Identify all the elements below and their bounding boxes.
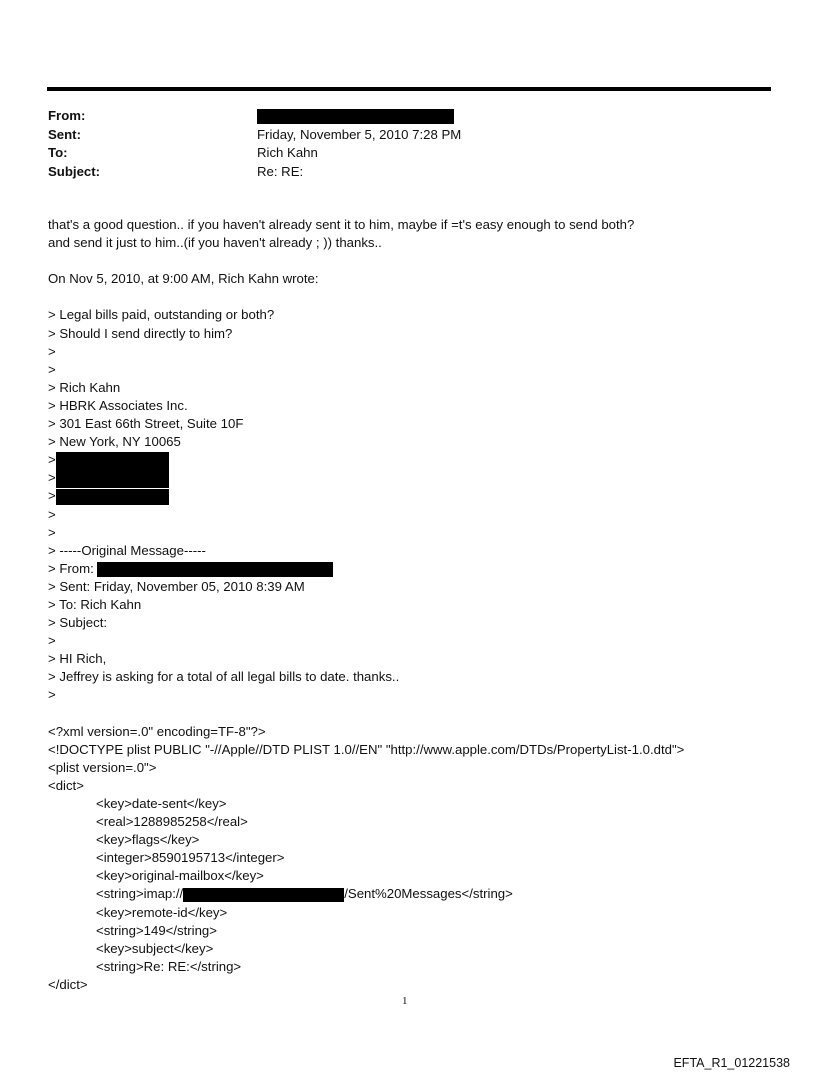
sent-value: Friday, November 5, 2010 7:28 PM [257, 126, 462, 142]
xml-line: <key>flags</key> [96, 832, 200, 848]
quoted-line: > [48, 633, 56, 649]
from-label: From: [48, 108, 86, 123]
quoted-line: > New York, NY 10065 [48, 434, 181, 450]
quoted-line: > [48, 506, 56, 522]
quoted-line: > [48, 524, 56, 540]
body-line: On Nov 5, 2010, at 9:00 AM, Rich Kahn wrote: [48, 271, 319, 287]
quoted-line: > [48, 687, 56, 703]
xml-redacted-line: <string>imap:// /Sent%20Messages</string> [96, 886, 513, 902]
quoted-line: > [48, 361, 56, 377]
xml-line: <key>remote-id</key> [96, 904, 228, 920]
xml-line: <plist version=.0"> [48, 759, 157, 775]
xml-line: <!DOCTYPE plist PUBLIC "-//Apple//DTD PLIST 1.0//EN" "http://www.apple.com/DTDs/PropertyList-1.0.dtd"> [48, 741, 685, 757]
bates-number: EFTA_R1_01221538 [673, 1056, 790, 1070]
email-body [48, 216, 788, 994]
quoted-line: > Rich Kahn [48, 379, 121, 395]
from-redaction [257, 107, 454, 126]
xml-line: <key>subject</key> [96, 940, 214, 956]
header-rule [47, 87, 771, 91]
quoted-line: > Subject: [48, 615, 108, 631]
quoted-line: > [48, 343, 56, 359]
quoted-line: > HBRK Associates Inc. [48, 397, 188, 413]
quoted-redacted-line: > [48, 451, 788, 469]
body-line: that's a good question.. if you haven't already sent it to him, maybe if =t's easy enough to send both? [48, 217, 635, 232]
subject-value: Re: RE: [257, 163, 304, 179]
xml-line: <key>date-sent</key> [96, 796, 227, 811]
quoted-line: > 301 East 66th Street, Suite 10F [48, 416, 244, 432]
subject-label: Subject: [48, 163, 101, 179]
xml-line: <?xml version=.0" encoding=TF-8"?> [48, 723, 266, 739]
quoted-line: > -----Original Message----- [48, 542, 206, 558]
quoted-line: > Jeffrey is asking for a total of all legal bills to date. thanks.. [48, 669, 400, 685]
quoted-line: > Sent: Friday, November 05, 2010 8:39 AM [48, 578, 305, 594]
quoted-line: > To: Rich Kahn [48, 596, 142, 612]
to-value: Rich Kahn [257, 145, 318, 160]
xml-line: <integer>8590195713</integer> [96, 850, 285, 866]
page-number: 1 [402, 995, 408, 1007]
xml-line: <dict> [48, 777, 84, 793]
email-header [48, 107, 748, 181]
xml-line: </dict> [48, 976, 88, 992]
quoted-redacted-line: > [48, 487, 788, 505]
to-label: To: [48, 145, 68, 160]
xml-line: <real>1288985258</real> [96, 814, 248, 830]
sent-label: Sent: [48, 126, 81, 142]
xml-line: <key>original-mailbox</key> [96, 868, 264, 884]
quoted-line: > Legal bills paid, outstanding or both? [48, 307, 275, 323]
quoted-line: > Should I send directly to him? [48, 325, 233, 341]
body-line: and send it just to him..(if you haven't already ; )) thanks.. [48, 235, 382, 251]
xml-line: <string>Re: RE:</string> [96, 958, 242, 974]
xml-line: <string>149</string> [96, 922, 217, 938]
quoted-redacted-line: > [48, 469, 788, 487]
quoted-from-line: > From: [48, 560, 788, 578]
quoted-line: > HI Rich, [48, 651, 107, 667]
